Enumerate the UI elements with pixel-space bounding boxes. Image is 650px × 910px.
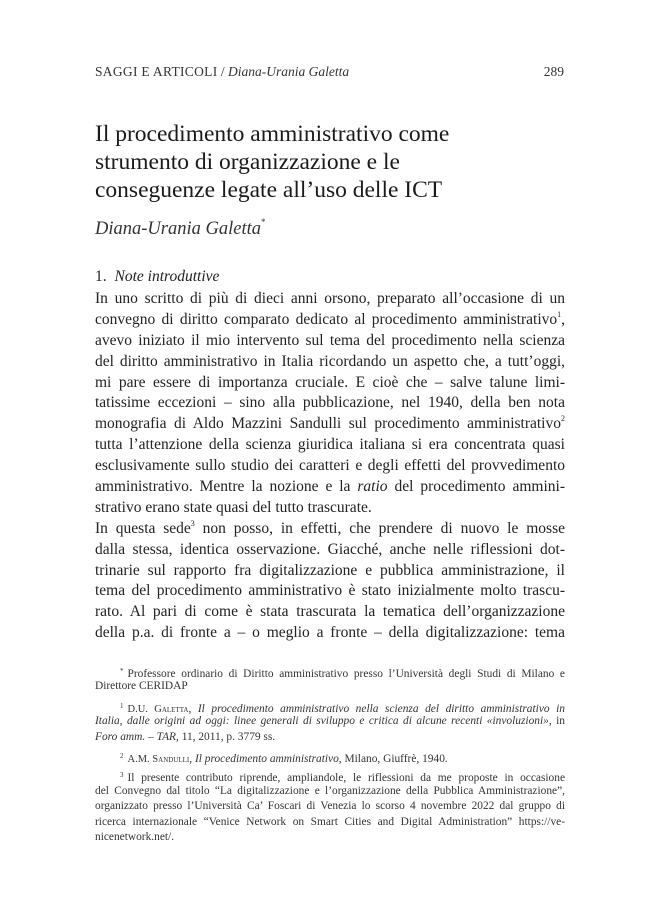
- footnote-1: $^1$ D.U. Galetta, Il procedimento amministrativo nella scienza del diritto amministrativo in: [120, 701, 565, 715]
- running-head: [95, 64, 564, 84]
- body-line: trinarie sul rapporto fra digitalizzazione e pubblica amministrazione, il: [95, 561, 565, 579]
- body-line: [95, 310, 565, 331]
- section-heading: [95, 268, 219, 286]
- footnote-line: organizzato presso l’Università Ca’ Foscari di Venezia lo scorso 4 novembre 2022 dal gruppo di: [95, 800, 565, 813]
- footnote-text: Professore ordinario di Diritto amministrativo presso l’Università degli Studi di Milano e: [127, 668, 565, 680]
- footnote-line: [95, 730, 565, 745]
- body-line: [95, 414, 565, 435]
- footnote-line: Direttore CERIDAP: [95, 680, 188, 693]
- footnote-journal: Foro amm. – TAR: [95, 730, 176, 743]
- body-line: dalla stessa, identica osservazione. Giacché, anche nelle riflessioni dot-: [95, 540, 565, 558]
- article-title: [95, 120, 565, 204]
- running-head-section: SAGGI E ARTICOLI: [95, 64, 218, 79]
- body-text-run: del procedimento ammini-: [387, 478, 565, 496]
- title-line: conseguenze legate all’uso delle ICT: [95, 177, 443, 203]
- footnote-author: A.M. Sandulli: [127, 753, 190, 765]
- footnote-ref: 3: [190, 518, 195, 528]
- footnote-title: Il procedimento amministrativo nella scienza del diritto amministrativo in: [197, 702, 565, 715]
- footnote-text: , 11, 2011, p. 3779 ss.: [176, 730, 276, 743]
- author-footnote-mark: *: [260, 217, 266, 227]
- footnote-line: [95, 714, 565, 729]
- author-name: Diana-Urania Galetta: [95, 219, 261, 239]
- body-text-run: convegno di diritto comparato dedicato al procedimento amministrativo: [95, 310, 558, 328]
- title-line: strumento di organizzazione e le: [95, 149, 400, 175]
- body-text-run: monografia di Aldo Mazzini Sandulli sul procedimento amministrativo: [95, 415, 561, 433]
- running-head-separator: /: [217, 64, 228, 79]
- body-line: In uno scritto di più di dieci anni orsono, preparato all’occasione di un: [95, 290, 565, 307]
- body-line: del diritto amministrativo in Italia ricordando un aspetto che, a tutt’oggi,: [95, 352, 565, 370]
- section-number: 1.: [95, 268, 107, 285]
- body-line: mi pare essere di importanza cruciale. E cioè che – salve talune limi-: [95, 373, 565, 391]
- italic-term: ratio: [357, 478, 388, 496]
- footnote-mark: 1: [120, 701, 124, 710]
- footnote-star: [95, 664, 565, 679]
- footnote-line: ricerca internazionale “Venice Network on Smart Cities and Digital Administration” https://ve-: [95, 815, 565, 828]
- body-line: [95, 519, 565, 540]
- body-line: della p.a. di fronte a – o meglio a fronte – della digitalizzazione: tema: [95, 624, 565, 642]
- body-line: tatissime eccezioni – sino alla pubblicazione, nel 1940, della ben nota: [95, 394, 565, 412]
- title-line: Il procedimento amministrativo come: [95, 121, 450, 147]
- body-line: [95, 477, 565, 498]
- section-title: Note introduttive: [114, 268, 220, 285]
- footnote-ref: 1: [557, 309, 562, 319]
- body-text-run: non posso, in effetti, che prendere di nuovo le mosse: [194, 519, 565, 537]
- page-number: 289: [543, 64, 564, 79]
- footnotes: [95, 664, 565, 845]
- body-line: tutta l’attenzione della scienza giuridica italiana si era concentrata quasi: [95, 436, 565, 454]
- footnote-text: Il presente contributo riprende, ampliandole, le riflessioni da me proposte in occasione: [127, 772, 565, 785]
- footnote-mark: *: [120, 667, 124, 675]
- footnote-mark: 3: [120, 771, 124, 780]
- body-text-run: In questa sede: [95, 519, 191, 537]
- body-line: avevo iniziato il mio intervento sul tema del procedimento nella scienza: [95, 331, 565, 349]
- body-line: esclusivamente sullo studio dei caratteri e degli effetti del provvedimento: [95, 457, 565, 475]
- footnote-mark: 2: [120, 751, 124, 760]
- footnote-3: [95, 768, 565, 783]
- body-line: rato. Al pari di come è stata trascurata la tematica dell’organizzazione: [95, 603, 565, 621]
- footnote-text: , in: [548, 715, 565, 728]
- footnote-ref: 2: [561, 414, 565, 424]
- article-author: [95, 217, 265, 240]
- footnote-2: $^2$ A.M. Sandulli, Il procedimento amministrativo, Milano, Giuffrè, 1940.: [120, 751, 448, 765]
- running-head-left: [95, 64, 349, 80]
- footnote-text: , Milano, Giuffrè, 1940.: [338, 752, 448, 765]
- footnote-author: D.U. Galetta: [127, 703, 189, 715]
- body-line: tema del procedimento amministrativo è stato inizialmente molto trascu-: [95, 582, 565, 600]
- footnote-line: nicenetwork.net/.: [95, 830, 175, 843]
- footnote-title: Italia, dalle origini ad oggi: linee generali di sviluppo e critica di alcune recenti «involuzioni»: [95, 715, 549, 728]
- footnote-title: Il procedimento amministrativo: [194, 752, 339, 765]
- footnote-line: del Convegno dal titolo “La digitalizzazione e l’organizzazione della Pubblica Amministrazione”,: [95, 784, 565, 797]
- body-text-run: ,: [561, 310, 565, 328]
- body-text: [95, 289, 565, 644]
- body-line: strativo erano state quasi del tutto trascurate.: [95, 498, 372, 516]
- body-text-run: amministrativo. Mentre la nozione e la: [95, 478, 358, 496]
- running-head-author: Diana-Urania Galetta: [228, 64, 350, 79]
